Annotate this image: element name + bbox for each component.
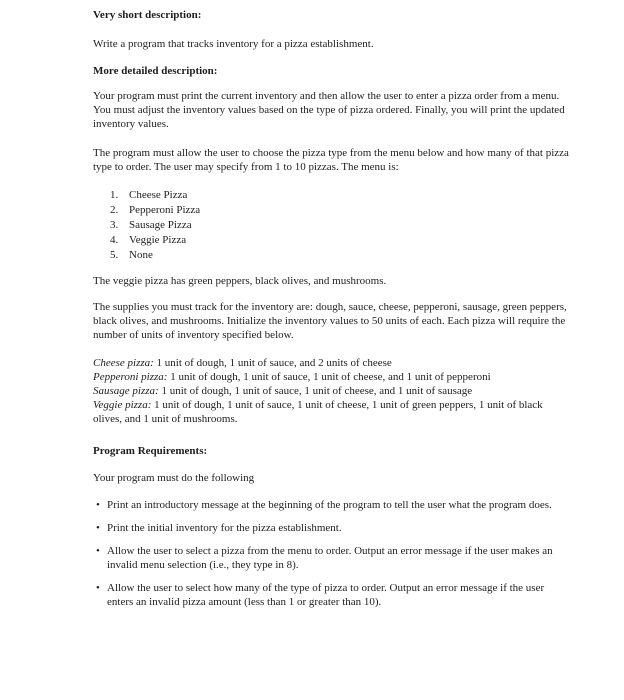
heading-very-short: Very short description: xyxy=(93,9,202,21)
requirement-item: • Print an introductory message at the beginning of the program to tell the user what the program does. xyxy=(96,499,552,511)
bullet-icon: • xyxy=(96,499,100,511)
bullet-icon: • xyxy=(96,545,100,557)
supplies-paragraph: The supplies you must track for the inventory are: dough, sauce, cheese, pepperoni, sausage, green peppers, black olives, and mushrooms. Initialize the inventory values to 50 units of each. Each pizza will require the number of units of inventory specified below. xyxy=(93,301,567,341)
ingredient-line: Pepperoni pizza: 1 unit of dough, 1 unit of sauce, 1 unit of cheese, and 1 unit of pepperoni xyxy=(93,371,491,383)
requirement-item: • Allow the user to select a pizza from the menu to order. Output an error message if the user makes an invalid menu selection (i.e., they type in 8). xyxy=(96,545,553,571)
menu-item: 3. Sausage Pizza xyxy=(110,219,192,231)
bullet-icon: • xyxy=(96,582,100,594)
intro-paragraph: Write a program that tracks inventory for a pizza establishment. xyxy=(93,38,374,50)
detailed-paragraph: Your program must print the current inventory and then allow the user to enter a pizza order from a menu. You must adjust the inventory values based on the type of pizza ordered. Finally, you will print the updated inventory values. xyxy=(93,90,565,130)
menu-intro-paragraph: The program must allow the user to choose the pizza type from the menu below and how many of that pizza type to order. The user may specify from 1 to 10 pizzas. The menu is: xyxy=(93,147,569,173)
ingredient-line: Cheese pizza: 1 unit of dough, 1 unit of sauce, and 2 units of cheese xyxy=(93,357,392,369)
heading-more-detailed: More detailed description: xyxy=(93,65,218,77)
bullet-icon: • xyxy=(96,522,100,534)
menu-item: 1. Cheese Pizza xyxy=(110,189,188,201)
ingredient-line: Sausage pizza: 1 unit of dough, 1 unit of sauce, 1 unit of cheese, and 1 unit of sausage xyxy=(93,385,473,397)
menu-item: 5. None xyxy=(110,249,153,261)
menu-item: 4. Veggie Pizza xyxy=(110,234,187,246)
pizza-menu-list xyxy=(110,188,410,263)
ingredient-list xyxy=(93,356,573,426)
requirement-item: • Allow the user to select how many of the type of pizza to order. Output an error message if the user enters an invalid pizza amount (less than 1 or greater than 10). xyxy=(96,582,545,608)
requirements-list xyxy=(93,498,563,618)
must-do-paragraph: Your program must do the following xyxy=(93,472,255,484)
menu-item: 2. Pepperoni Pizza xyxy=(110,204,201,216)
requirement-item: • Print the initial inventory for the pizza establishment. xyxy=(96,522,342,534)
veggie-note-paragraph: The veggie pizza has green peppers, black olives, and mushrooms. xyxy=(93,275,387,287)
ingredient-line: Veggie pizza: 1 unit of dough, 1 unit of sauce, 1 unit of cheese, 1 unit of green peppers, 1 unit of black olives, and 1 unit of mushrooms. xyxy=(93,399,543,425)
heading-program-requirements: Program Requirements: xyxy=(93,445,208,457)
